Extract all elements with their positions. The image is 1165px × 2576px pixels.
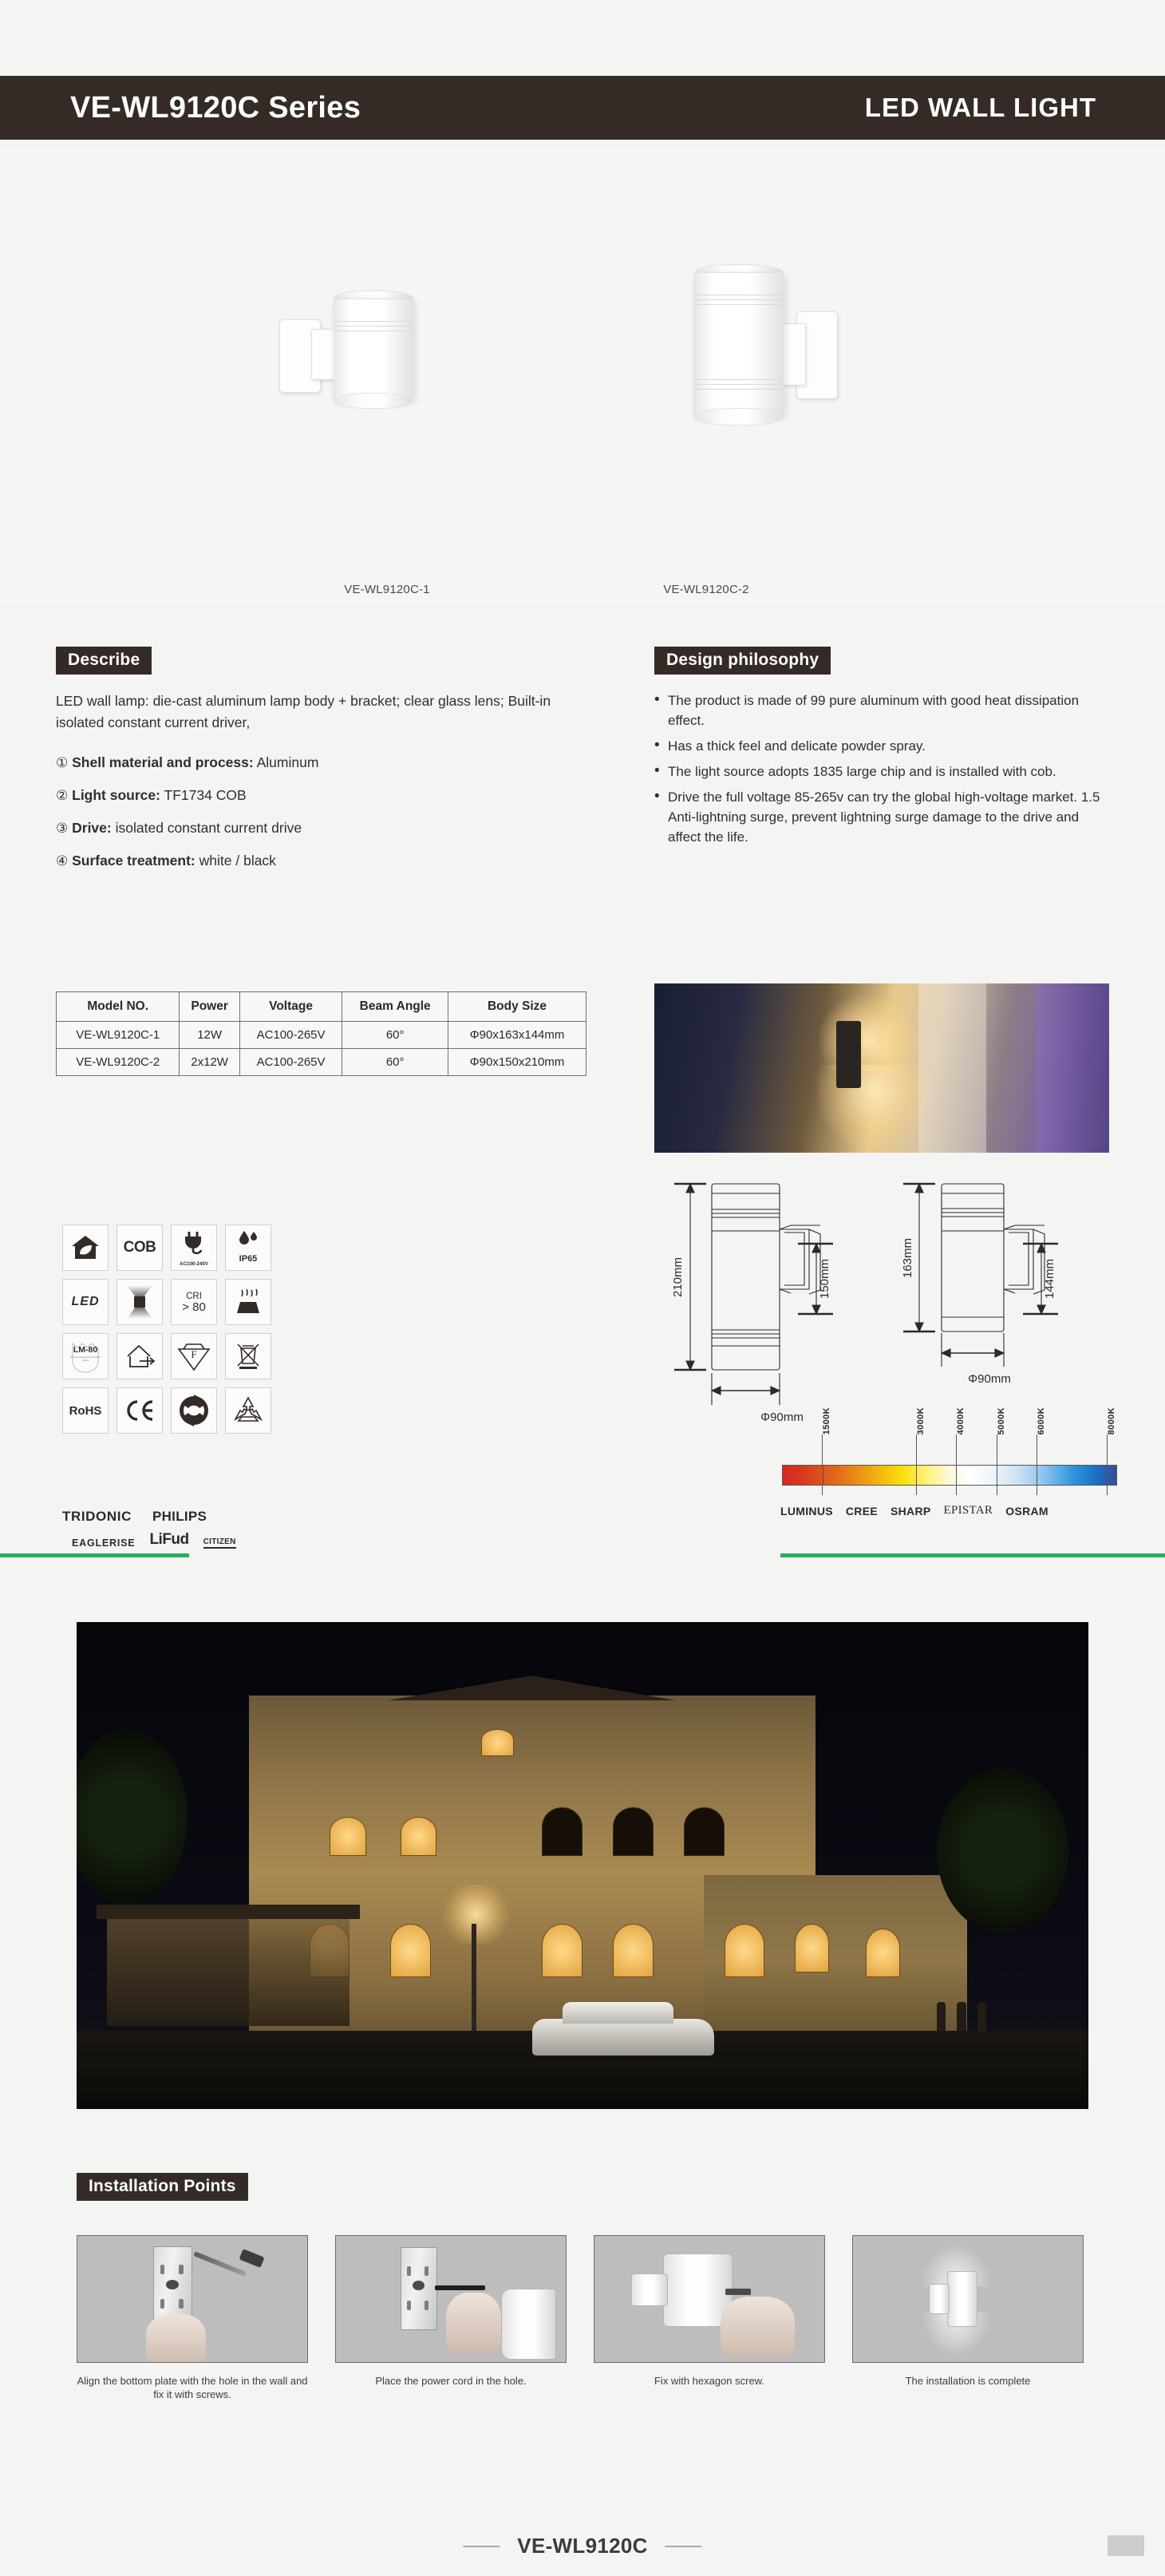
brand-sharp: SHARP: [890, 1504, 931, 1518]
weee-bin-icon: [225, 1333, 271, 1379]
chip-brand-logos: [780, 1504, 1048, 1518]
plug-voltage-label: AC100-240V: [180, 1261, 208, 1267]
footer-model-wrap: [463, 2534, 701, 2558]
page-footer: [0, 2507, 1165, 2576]
cob-icon: [116, 1225, 163, 1271]
cri-value: > 80: [182, 1300, 206, 1314]
dim-left-diameter: Φ90mm: [760, 1411, 804, 1424]
lm80-icon: [62, 1333, 109, 1379]
step-installation-complete: [852, 2235, 1084, 2363]
cell-beam-angle: 60°: [342, 1022, 448, 1049]
footer-page-marker: [1108, 2535, 1144, 2556]
describe-item-2-label: Light source:: [72, 787, 160, 803]
recycle-icon: [225, 1387, 271, 1434]
footer-model: VE-WL9120C: [517, 2534, 648, 2558]
cell-beam-angle: 60°: [342, 1049, 448, 1076]
design-bullet-1: • The product is made of 99 pure aluminum with good heat dissipation effect.: [654, 690, 1109, 730]
table-col-body-size: Body Size: [448, 992, 586, 1022]
green-divider-right: [780, 1553, 1165, 1557]
page-title: VE-WL9120C Series: [70, 90, 361, 125]
installation-caption-1: Align the bottom plate with the hole in the wall and fix it with screws.: [77, 2375, 308, 2400]
cob-label: COB: [123, 1239, 156, 1256]
product-image-wl9120c-2: [678, 259, 870, 431]
describe-item-1-num: ①: [56, 755, 69, 770]
installation-step-1: [77, 2235, 308, 2401]
cri-label: CRI: [186, 1291, 202, 1301]
brand-philips: PHILIPS: [152, 1509, 207, 1524]
brand-luminus: LUMINUS: [780, 1504, 833, 1518]
table-header-row: [57, 992, 586, 1022]
driver-brand-logos: [62, 1509, 381, 1549]
describe-tag: Describe: [56, 647, 152, 675]
product-caption-left: VE-WL9120C-1: [344, 583, 430, 596]
cell-power: 2x12W: [180, 1049, 239, 1076]
table-col-beam-angle: Beam Angle: [342, 992, 448, 1022]
cell-body-size: Φ90x163x144mm: [448, 1022, 586, 1049]
describe-section: [56, 647, 582, 884]
cct-label-1500k: 1500K: [822, 1407, 832, 1434]
brand-lifud: LiFud: [149, 1531, 189, 1548]
installation-caption-4: The installation is complete: [905, 2375, 1031, 2387]
describe-paragraph: LED wall lamp: die-cast aluminum lamp body + bracket; clear glass lens; Built-in isolated constant current driver,: [56, 693, 551, 730]
cct-bottom-ticks: [782, 1486, 1117, 1495]
installation-step-4: [852, 2235, 1084, 2401]
dim-right-body: 144mm: [1043, 1258, 1056, 1300]
describe-item-3-num: ③: [56, 821, 69, 836]
top-margin: [0, 0, 1165, 76]
dim-right-diameter: Φ90mm: [968, 1372, 1011, 1386]
cell-body-size: Φ90x150x210mm: [448, 1049, 586, 1076]
brand-epistar: EPISTAR: [943, 1504, 993, 1517]
cct-label-4000k: 4000K: [956, 1407, 966, 1434]
cell-voltage: AC100-265V: [239, 1049, 342, 1076]
brand-osram: OSRAM: [1005, 1504, 1048, 1518]
green-divider-left: [0, 1553, 189, 1557]
describe-item-2-num: ②: [56, 788, 69, 803]
describe-item-4-label: Surface treatment:: [72, 853, 195, 869]
footer-rule-left: [463, 2546, 500, 2547]
ce-icon: [116, 1387, 163, 1434]
table-row: [57, 1022, 586, 1049]
house-leaf-icon: [62, 1225, 109, 1271]
step-place-power-cord: [335, 2235, 567, 2363]
cell-voltage: AC100-265V: [239, 1022, 342, 1049]
brand-cree: CREE: [845, 1504, 878, 1518]
installation-step-3: [594, 2235, 825, 2401]
installation-caption-2: Place the power cord in the hole.: [375, 2375, 527, 2387]
table-row: [57, 1049, 586, 1076]
application-photo: [654, 983, 1109, 1153]
footer-rule-right: [665, 2546, 702, 2547]
waterproof-ip65-icon: [225, 1225, 271, 1271]
design-philosophy-tag: Design philosophy: [654, 647, 831, 675]
dim-right-height: 163mm: [901, 1237, 914, 1279]
hero-product-images: [0, 148, 1165, 603]
step-align-bottom-plate: [77, 2235, 308, 2363]
table-col-voltage: Voltage: [239, 992, 342, 1022]
green-dot-icon: [171, 1387, 217, 1434]
mounting-surface-icon: [116, 1333, 163, 1379]
installation-points-tag: Installation Points: [77, 2173, 248, 2201]
f-mark-icon: [171, 1333, 217, 1379]
cct-label-5000k: 5000K: [996, 1407, 1006, 1434]
table-col-power: Power: [180, 992, 239, 1022]
design-bullet-2: • Has a thick feel and delicate powder spray.: [654, 736, 1109, 756]
cct-label-8000k: 8000K: [1107, 1407, 1117, 1434]
led-icon: [62, 1279, 109, 1325]
led-label: LED: [71, 1295, 100, 1308]
describe-item-3-label: Drive:: [72, 820, 112, 836]
lm80-label: LM-80: [73, 1345, 98, 1355]
installation-step-2: [335, 2235, 567, 2401]
brand-tridonic: TRIDONIC: [62, 1509, 132, 1524]
cri-icon: [171, 1279, 217, 1325]
describe-item-3: [56, 818, 582, 838]
design-bullet-4: • Drive the full voltage 85-265v can try the global high-voltage market. 1.5 Anti-lightning surge, prevent lightning surge damage to the drive and affect the life.: [654, 787, 1109, 847]
product-caption-right: VE-WL9120C-2: [663, 583, 749, 596]
cell-power: 12W: [180, 1022, 239, 1049]
updown-beam-icon: [116, 1279, 163, 1325]
describe-item-1: [56, 753, 582, 773]
describe-item-2: [56, 785, 582, 805]
table-col-model: Model NO.: [57, 992, 180, 1022]
brand-citizen: CITIZEN: [203, 1537, 236, 1549]
cct-gradient-bar: [782, 1465, 1117, 1486]
dim-left-height: 210mm: [671, 1256, 685, 1298]
specifications-table: [56, 991, 586, 1076]
describe-item-1-label: Shell material and process:: [72, 754, 254, 770]
f-label: F: [191, 1348, 197, 1360]
application-scene-photo: [77, 1622, 1088, 2109]
installation-steps: [77, 2235, 1088, 2401]
describe-item-4: [56, 851, 582, 871]
dim-left-body: 150mm: [818, 1258, 831, 1300]
product-image-wl9120c-1: [279, 279, 471, 423]
rohs-icon: [62, 1387, 109, 1434]
cell-model: VE-WL9120C-1: [57, 1022, 180, 1049]
heat-dissipation-icon: [225, 1279, 271, 1325]
brand-eaglerise: EAGLERISE: [72, 1537, 136, 1549]
describe-item-4-num: ④: [56, 853, 69, 869]
installation-caption-3: Fix with hexagon screw.: [654, 2375, 764, 2387]
feature-icon-grid: [62, 1225, 271, 1434]
cell-model: VE-WL9120C-2: [57, 1049, 180, 1076]
page-subtitle: LED WALL LIGHT: [864, 93, 1096, 122]
lm80-sub: Test the maintenance rate of light source: [69, 1356, 101, 1362]
installation-points-tag-wrap: [77, 2173, 248, 2201]
describe-item-2-value: TF1734 COB: [164, 787, 247, 803]
describe-item-4-value: white / black: [199, 853, 276, 869]
ip65-label: IP65: [239, 1254, 258, 1264]
step-fix-hexagon-screw: [594, 2235, 825, 2363]
describe-item-3-value: isolated constant current drive: [115, 820, 302, 836]
rohs-label: RoHS: [69, 1403, 102, 1418]
cct-label-3000k: 3000K: [916, 1407, 926, 1434]
cct-label-6000k: 6000K: [1037, 1407, 1047, 1434]
page-header: [0, 76, 1165, 140]
plug-voltage-icon: [171, 1225, 217, 1271]
design-bullet-3: • The light source adopts 1835 large chip and is installed with cob.: [654, 762, 1109, 782]
design-philosophy-section: [654, 647, 1109, 853]
describe-item-1-value: Aluminum: [256, 754, 319, 770]
